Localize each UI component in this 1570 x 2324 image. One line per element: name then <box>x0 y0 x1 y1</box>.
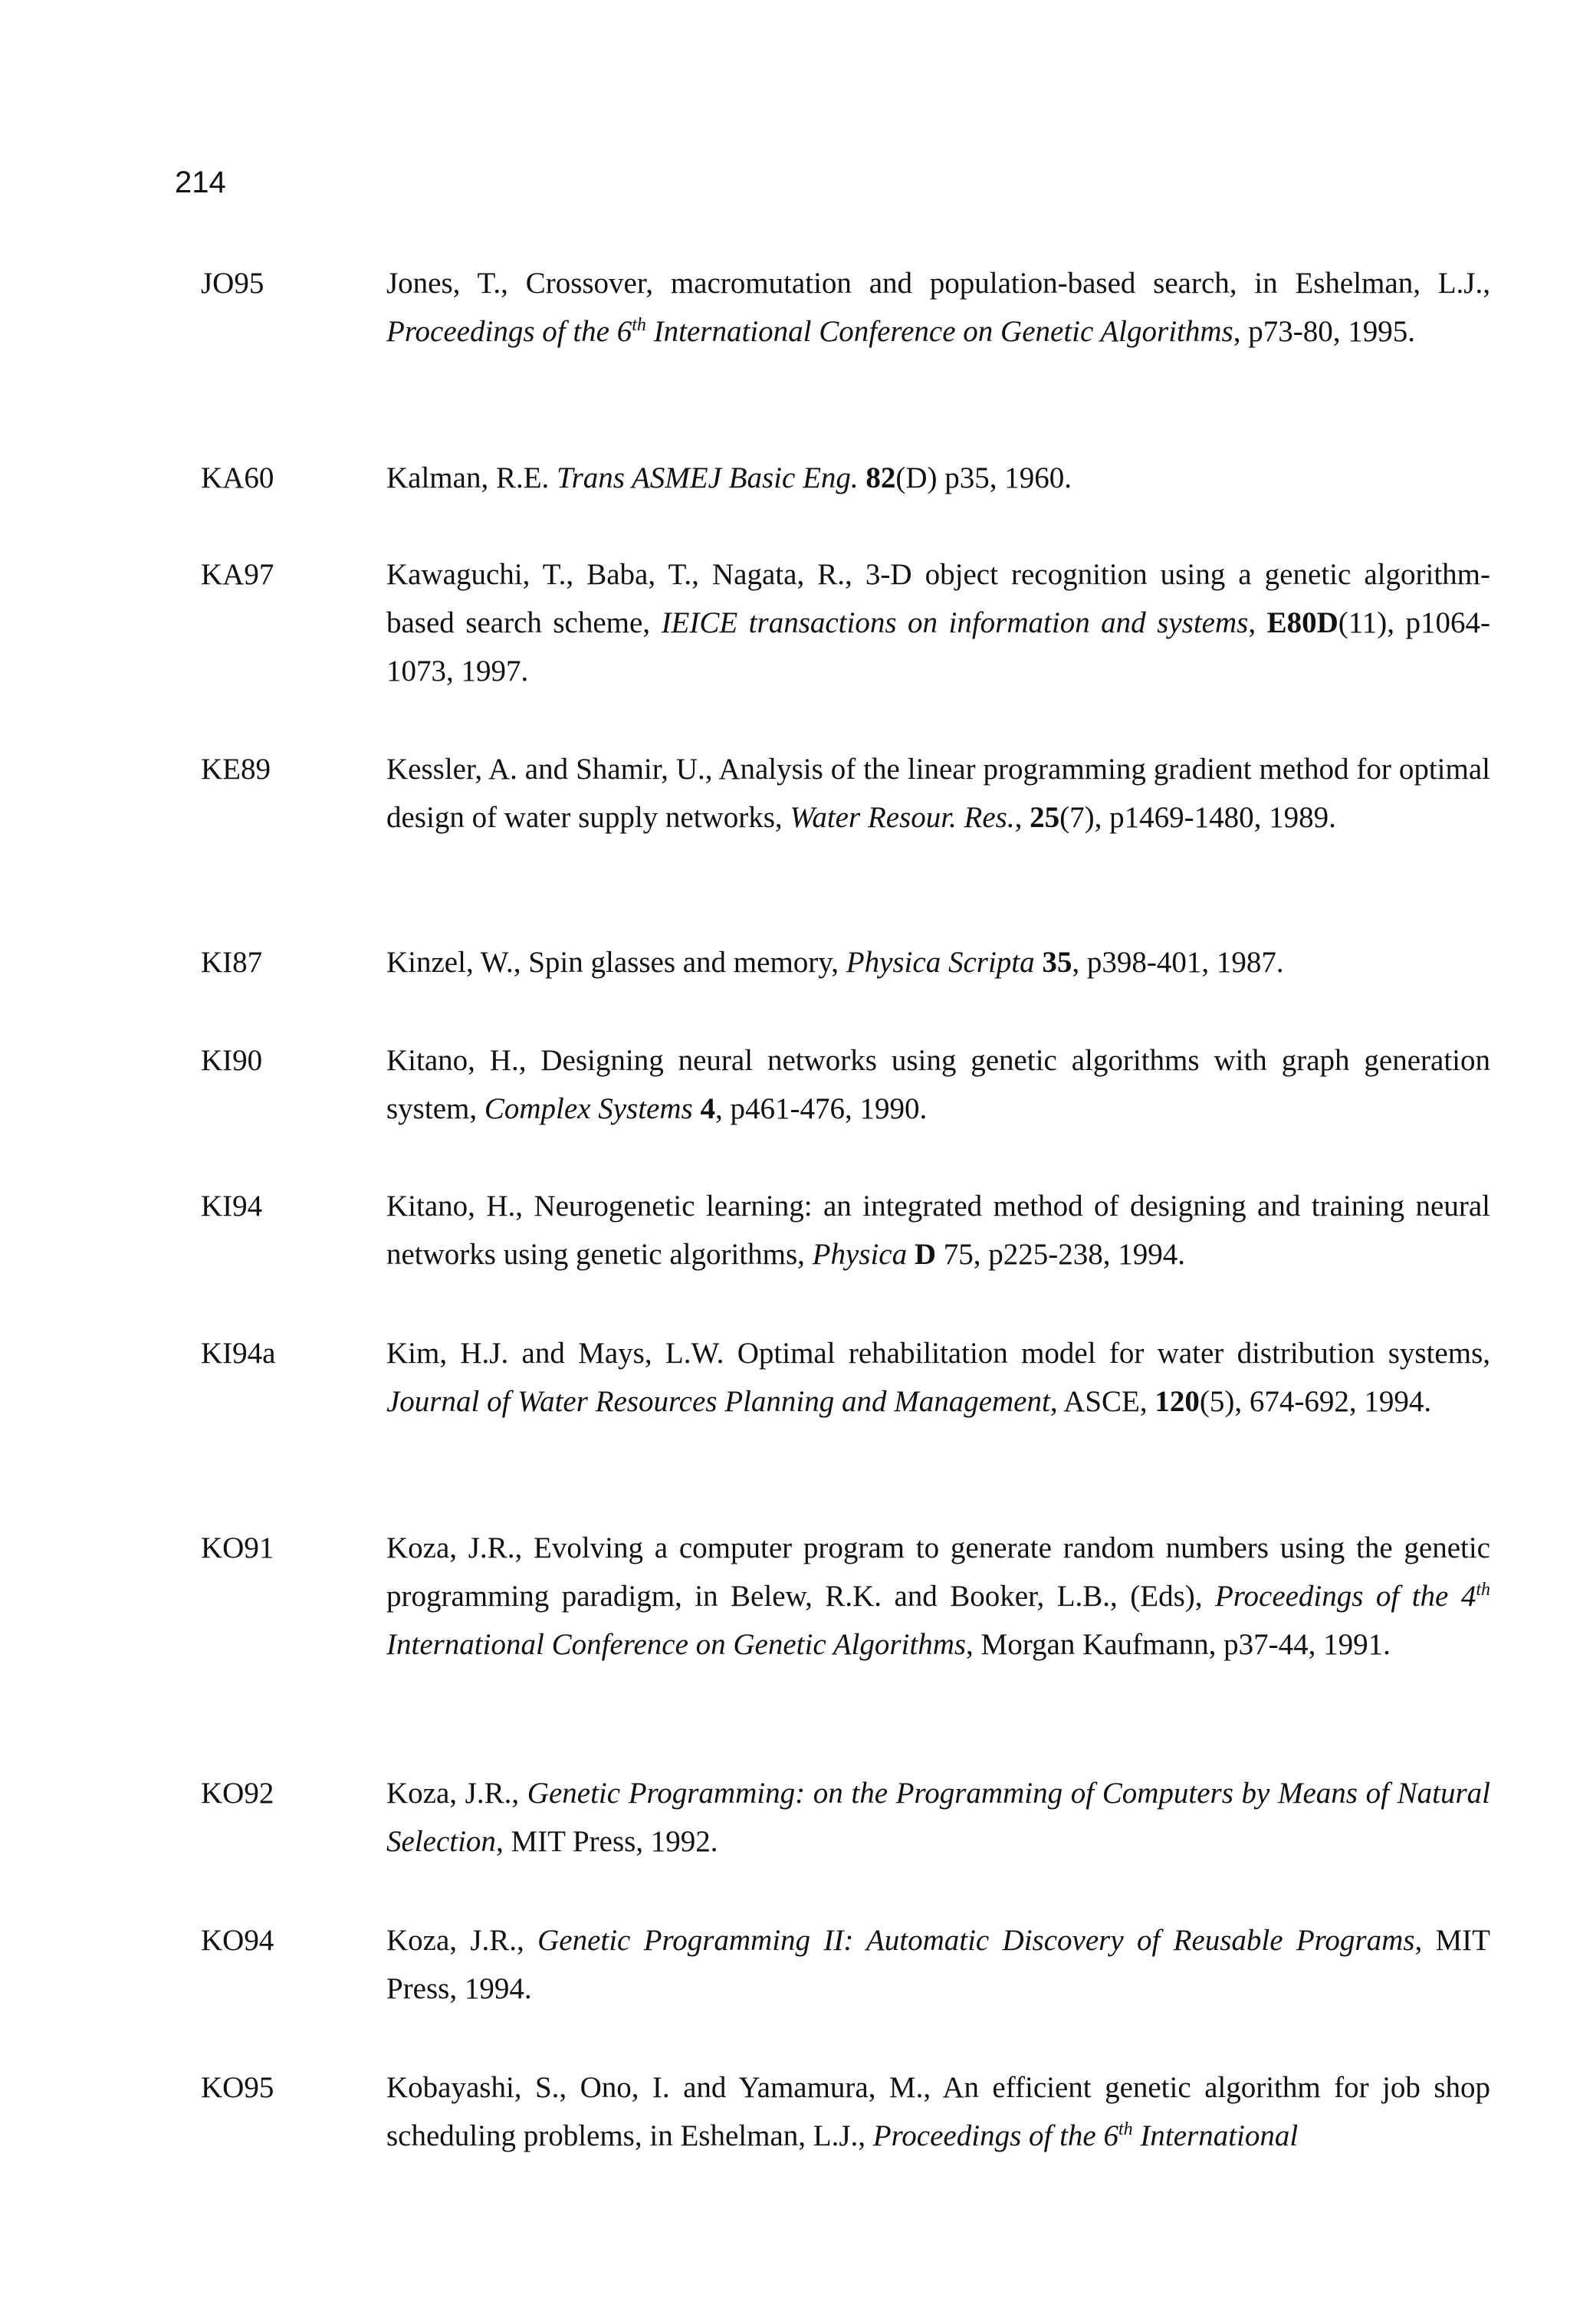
citation-volume-text: 25 <box>1030 801 1060 834</box>
citation-text: Kobayashi, S., Ono, I. and Yamamura, M., An efficient genetic algorithm for job shop scheduling problems, in Eshelman, L.J., <box>386 2071 1490 2152</box>
reference-citation <box>386 938 1490 986</box>
citation-text <box>1035 946 1043 979</box>
citation-volume-text: 120 <box>1155 1385 1200 1418</box>
reference-citation <box>386 1769 1490 1866</box>
reference-citation <box>386 1524 1490 1669</box>
citation-title-text: Water Resour. Res. <box>790 801 1015 834</box>
citation-title-text: Trans ASMEJ Basic Eng. <box>557 461 859 494</box>
citation-text: (D) p35, 1960. <box>895 461 1072 494</box>
reference-key: KA97 <box>201 558 274 591</box>
ordinal-suffix: th <box>632 315 646 335</box>
citation-text: Koza, J.R., <box>386 1777 527 1810</box>
citation-title-text: Physica Scripta <box>846 946 1035 979</box>
citation-text: (7), p1469-1480, 1989. <box>1059 801 1336 834</box>
citation-text: , Morgan Kaufmann, p37-44, 1991. <box>966 1628 1391 1661</box>
citation-text <box>907 1238 915 1271</box>
citation-title-text: Proceedings of the 6 <box>872 2119 1118 2152</box>
citation-text: , ASCE, <box>1049 1385 1155 1418</box>
reference-citation <box>386 1182 1490 1279</box>
citation-title-text: Complex Systems <box>484 1092 693 1125</box>
reference-key: KE89 <box>201 753 271 786</box>
citation-title-text: International Conference on Genetic Algorithms <box>645 315 1233 348</box>
citation-volume-text: 82 <box>865 461 896 494</box>
ordinal-suffix: th <box>1476 1580 1490 1600</box>
citation-volume-text: 35 <box>1042 946 1072 979</box>
citation-text: Kessler, A. and Shamir, U., Analysis of the linear programming gradient method for optimal design of water supply networks, <box>386 753 1490 834</box>
citation-text: Koza, J.R., Evolving a computer program to generate random numbers using the genetic programming paradigm, in Belew, R.K. and Booker, L.B., (Eds), <box>386 1531 1490 1613</box>
reference-key: KO91 <box>201 1531 274 1564</box>
reference-citation <box>386 1036 1490 1133</box>
reference-citation <box>386 745 1490 842</box>
reference-key: KO92 <box>201 1777 274 1810</box>
citation-text: Kalman, R.E. <box>386 461 557 494</box>
citation-text: Kitano, H., Designing neural networks using genetic algorithms with graph generation system, <box>386 1044 1490 1125</box>
citation-title-text: Journal of Water Resources Planning and Management <box>386 1385 1050 1418</box>
citation-volume-text: 4 <box>700 1092 715 1125</box>
reference-key: KI90 <box>201 1044 263 1077</box>
citation-text: Kitano, H., Neurogenetic learning: an integrated method of designing and training neural networks using genetic algorithms, <box>386 1190 1490 1271</box>
citation-title-text: IEICE transactions on information and systems <box>661 606 1249 639</box>
citation-title-text: Proceedings of the 4 <box>1214 1580 1476 1613</box>
citation-text <box>693 1092 701 1125</box>
reference-key: KA60 <box>201 461 274 494</box>
reference-citation <box>386 550 1490 695</box>
ordinal-suffix: th <box>1118 2119 1133 2139</box>
citation-volume-text: D <box>914 1238 937 1271</box>
citation-text: Kinzel, W., Spin glasses and memory, <box>386 946 846 979</box>
citation-text: 75, p225-238, 1994. <box>936 1238 1186 1271</box>
reference-citation <box>386 454 1490 502</box>
citation-title-text: International Conference on Genetic Algorithms <box>386 1628 967 1661</box>
citation-text: , MIT Press, 1994. <box>386 1924 1490 2005</box>
citation-text: , MIT Press, 1992. <box>495 1825 718 1858</box>
reference-key: KI94 <box>201 1190 263 1223</box>
reference-key: KI87 <box>201 946 263 979</box>
citation-text: , <box>1014 801 1030 834</box>
reference-citation <box>386 2063 1490 2160</box>
citation-text: , p73-80, 1995. <box>1233 315 1415 348</box>
citation-text <box>859 461 866 494</box>
citation-text: Kawaguchi, T., Baba, T., Nagata, R., 3-D object recognition using a genetic algorithm-based search scheme, <box>386 558 1490 639</box>
citation-text: Jones, T., Crossover, macromutation and population-based search, in Eshelman, L.J., <box>386 267 1490 300</box>
citation-text: , p398-401, 1987. <box>1072 946 1284 979</box>
reference-key: KO94 <box>201 1924 274 1957</box>
page-number: 214 <box>175 166 226 199</box>
citation-text: Koza, J.R., <box>386 1924 538 1957</box>
reference-citation <box>386 259 1490 356</box>
reference-key: JO95 <box>201 267 264 300</box>
reference-key: KO95 <box>201 2071 274 2104</box>
citation-title-text: Genetic Programming II: Automatic Discovery of Reusable Programs <box>537 1924 1415 1957</box>
citation-text: Kim, H.J. and Mays, L.W. Optimal rehabilitation model for water distribution systems, <box>386 1337 1490 1370</box>
citation-title-text: Proceedings of the 6 <box>386 315 632 348</box>
reference-citation <box>386 1329 1490 1426</box>
citation-volume-text: E80D <box>1266 606 1338 639</box>
citation-text: , p461-476, 1990. <box>714 1092 928 1125</box>
citation-title-text: Genetic Programming: on the Programming of Computers by Means of Natural Selection <box>386 1777 1490 1858</box>
citation-title-text: Physica <box>812 1238 908 1271</box>
citation-text: (11), p1064-1073, 1997. <box>386 606 1491 688</box>
citation-text: (5), 674-692, 1994. <box>1199 1385 1432 1418</box>
reference-citation <box>386 1916 1490 2013</box>
citation-text: , <box>1248 606 1267 639</box>
citation-title-text: International <box>1132 2119 1299 2152</box>
reference-key: KI94a <box>201 1337 276 1370</box>
